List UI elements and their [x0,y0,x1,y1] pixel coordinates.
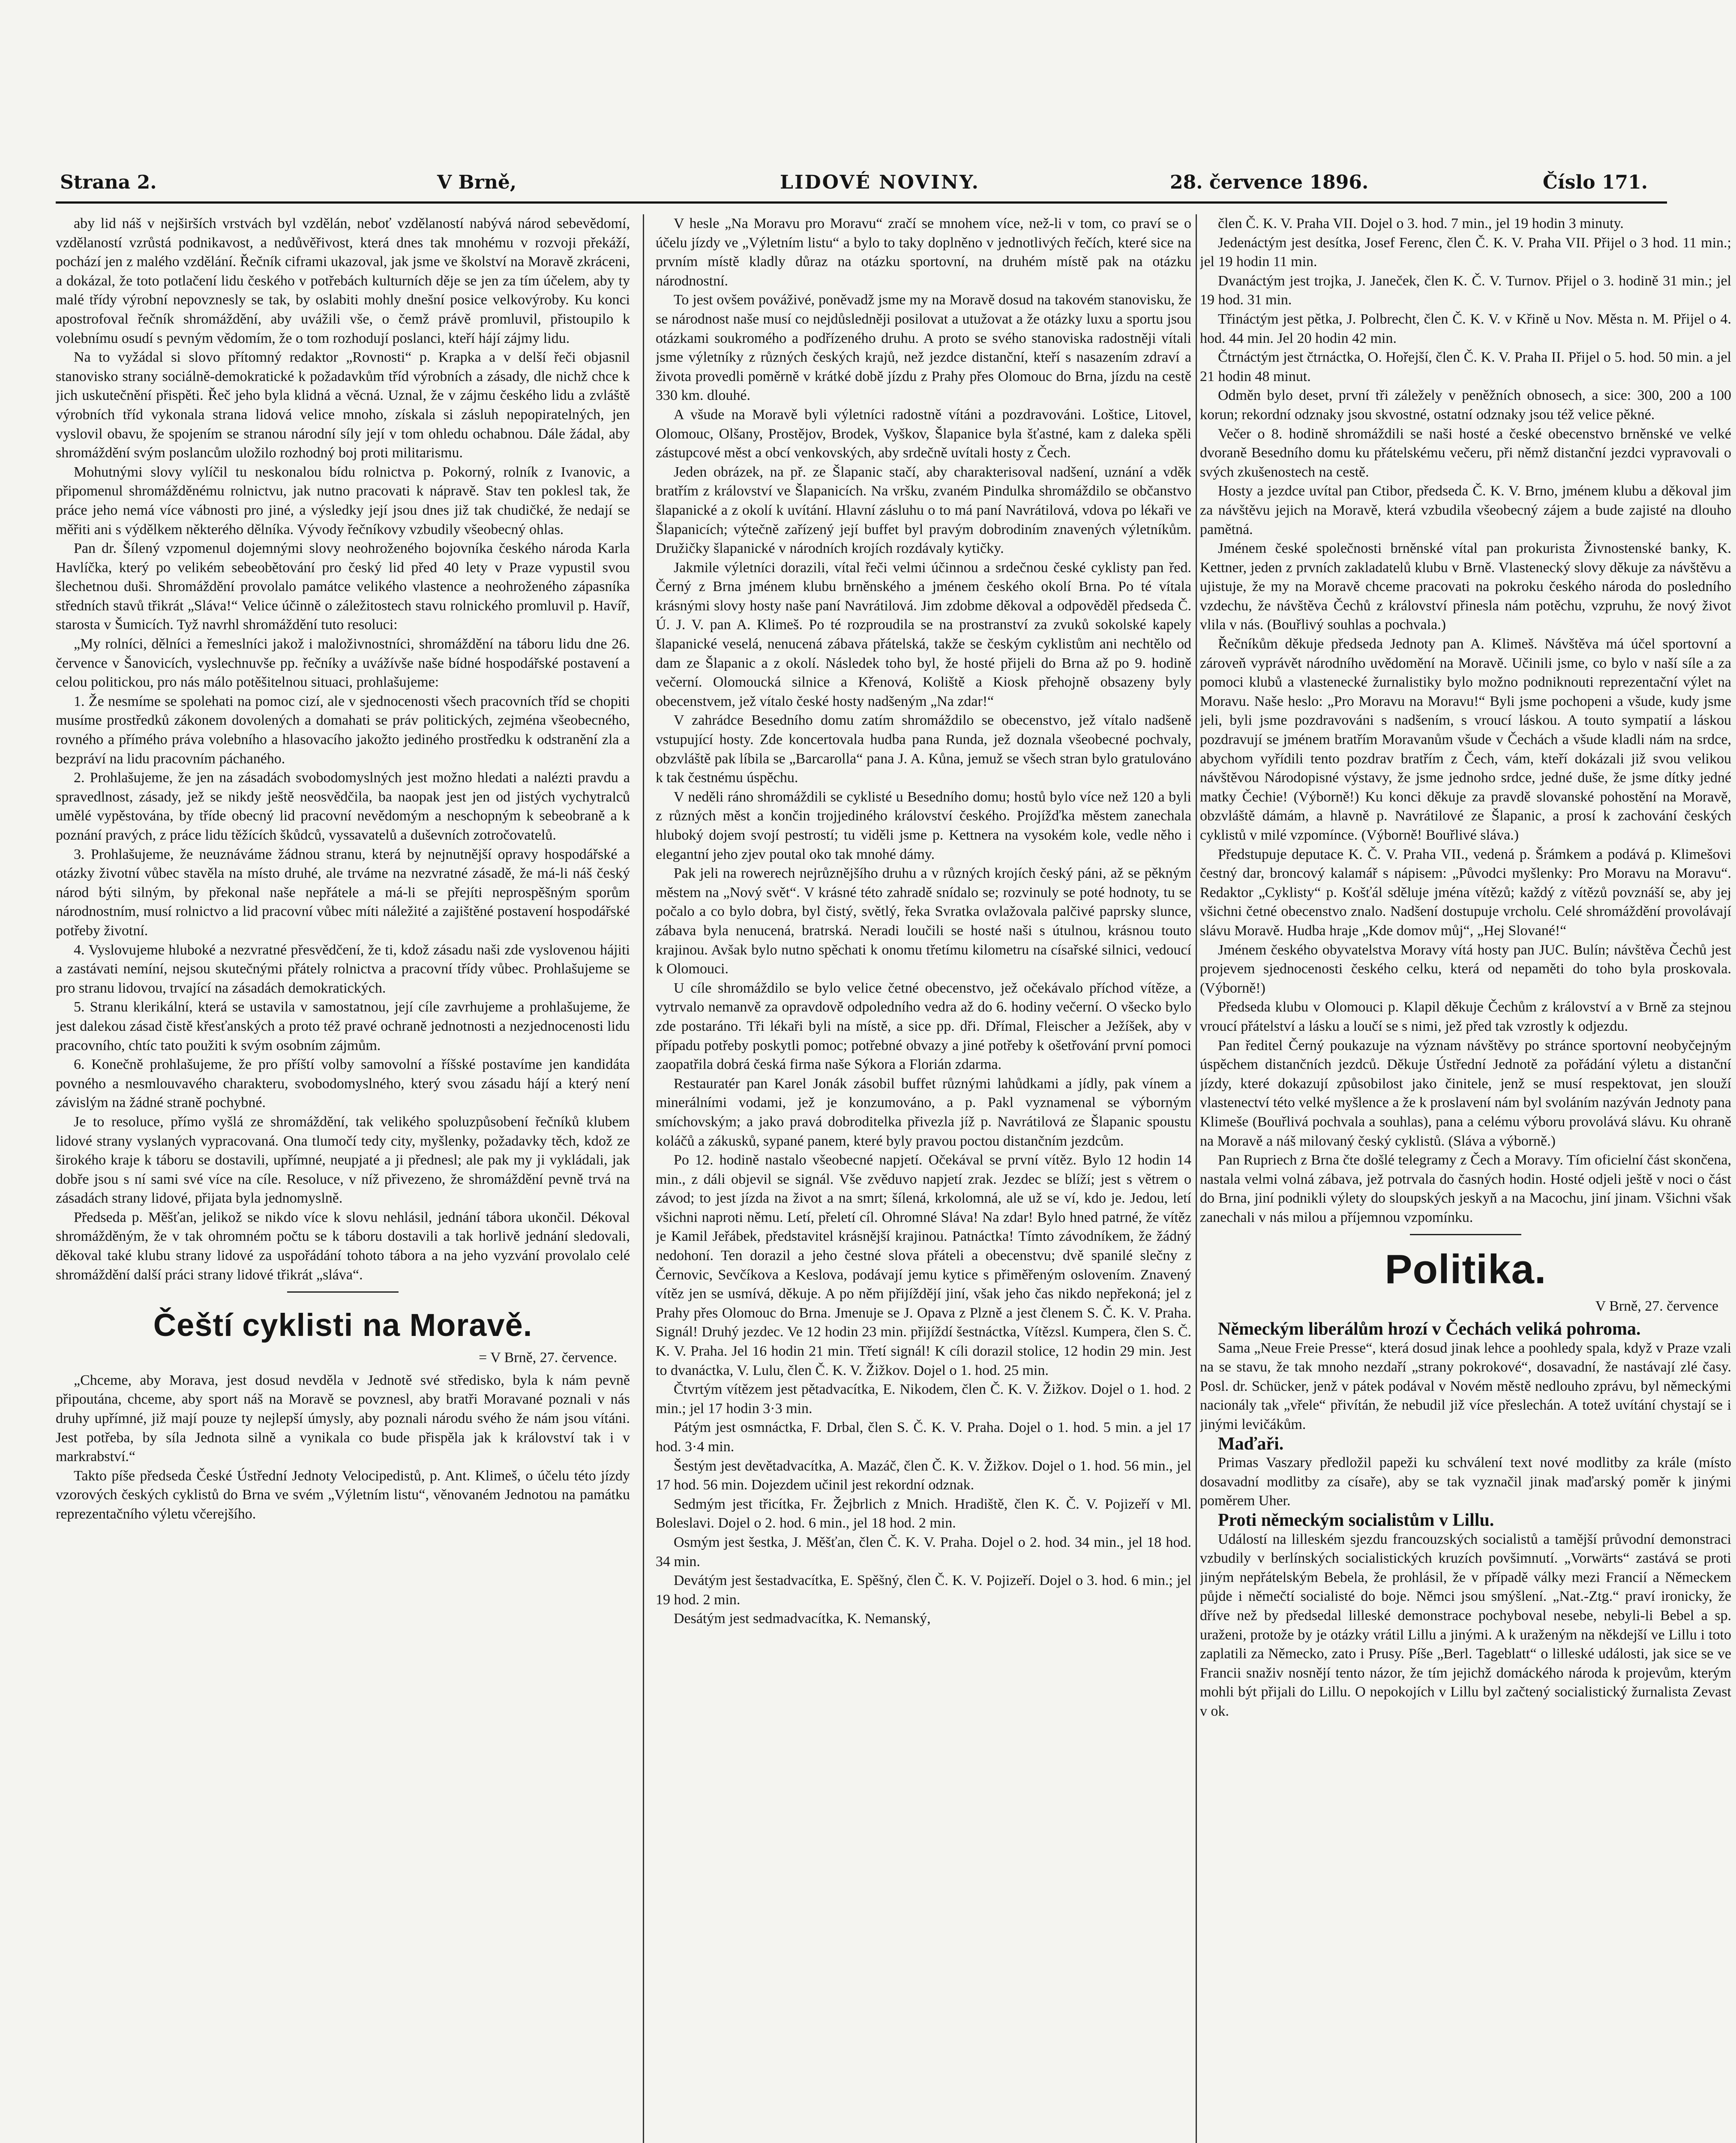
article-paragraph: Jménem české společnosti brněnské vítal pan prokurista Živnostenské banky, K. Kettner, jeden z prvních zakladatelů klubu v Brně. Vlastenecký slovy děkuje za návštěvu a ujistuje, že my na Moravě chceme pracovati na pokroku českého národa do posledního vzdechu, že návštěva Čechů z království přinesla nám potěchu, vzpruhu, že nový život vlila v nás. (Bouřlivý souhlas a pochvala.) [1200,540,1731,633]
article-paragraph: Jeden obrázek, na př. ze Šlapanic stačí, aby charakterisoval nadšení, uznání a vděk bratřím z království ve Šlapanicích. Na vršku, zvaném Pindulka shromáždilo se občanstvo šlapanické a z okolí k uvítání. Hlavní zásluhu o to má paní Navrátilová, vdova po lékaři ve Šlapanicích; výtečně zařízený její buffet byl pravým dobrodiním znavených výletníkům. Družičky šlapanické v národních krojích rozdávaly kytičky. [656,464,1191,557]
article-paragraph: Odměn bylo deset, první tři záležely v peněžních obnosech, a sice: 300, 200 a 100 korun; rekordní odznaky jsou skvostné, ostatní odznaky jsou též velice pěkné. [1200,387,1731,423]
article-paragraph: To jest ovšem pováživé, poněvadž jsme my na Moravě dosud na takovém stanovisku, že se národnost naše musí co nejdůsledněji posilovat a utužovat a že otázky luxu a sportu jsou otázkami soukromého a podřízeného druhu. A proto se svého stanoviska radostněji vítali jsme výletníky z různých českých krajů, než jezdce distanční, kteří s nasazením zdraví a života provedli poměrně v krátké době jízdu z Prahy přes Olomouc do Brna, jízdu na cestě 330 km. dlouhé. [656,292,1191,404]
result-entry: Čtvrtým vítězem jest pětadvacítka, E. Nikodem, člen Č. K. V. Žižkov. Dojel o 1. hod. 2 min.; jel 17 hodin 3·3 min. [656,1381,1191,1417]
page-number: Strana 2. [60,171,157,193]
politics-subheading: Německým liberálům hrozí v Čechách veliká pohroma. [1218,1319,1641,1339]
article-paragraph: Předseda klubu v Olomouci p. Klapil děkuje Čechům z království a v Brně za stejnou vroucí přátelství a lásku a loučí se s nimi, jež před tak vzrostly k odjezdu. [1200,999,1731,1034]
result-entry: Šestým jest devětadvacítka, A. Mazáč, člen Č. K. V. Žižkov. Dojel o 1. hod. 56 min., jel 17 hod. 56 min. Dojezdem učinil jest rekordní odznak. [656,1458,1191,1493]
article-paragraph: A všude na Moravě byli výletníci radostně vítáni a pozdravováni. Loštice, Litovel, Olomouc, Olšany, Prostějov, Brodek, Vyškov, Šlapanice byla šťastné, kam z daleka spěli zástupcové měst a obcí venkovských, aby srdečně uvítali hosty z Čech. [656,406,1191,461]
resolution-paragraph: „My rolníci, dělníci a řemeslníci jakož i maloživnostníci, shromáždění na táboru lidu dne 26. července v Šanovicích, vyslechnuvše pp. řečníky a uvážívše naše bídné hospodářské postavení a celou politickou, pro nás málo potěšitelnou situaci, prohlašujeme: [56,636,630,690]
resolution-point: 2. Prohlašujeme, že jen na zásadách svobodomyslných jest možno hledati a nalézti pravdu a spravedlnost, zásady, jež se nikdy ještě neosvědčila, ba naopak jest jen od jistých vychytralců umělé vypěstována, by tříde obecný lid pracovní nevědomým a neschopným k sebeobraně a k poznání pravých, z práce lidu těžících škůdců, vyssavatelů a duševních zotročovatelů. [56,770,630,843]
dateline-town: V Brně, [437,171,517,193]
column-3 [1200,214,1731,2143]
result-entry: Desátým jest sedmadvacítka, K. Nemanský, [674,1611,931,1627]
result-entry: Osmým jest šestka, J. Měšťan, člen Č. K. V. Praha. Dojel o 2. hod. 34 min., jel 18 hod. 34 min. [656,1534,1191,1570]
article-paragraph: aby lid náš v nejširších vrstvách byl vzdělán, neboť vzdělaností nabývá národ sebevědomí, vzdělaností vzrůstá podnikavost, a nedůvěřivost, která dnes tak mnohému v rozvoji překáží, pochází jen z malého vzdělání. Řečník ciframi ukazoval, jak jsme ve školství na Moravě zkráceni, a dokázal, že toto potlačení lidu českého v potřebách kulturních děje se jen za tím účelem, aby ty malé třídy výrobní nepovznesly se tak, by oslabiti mohly dnešní posice velkovýroby. Ku konci apostrofoval řečník shromáždění, aby uvážili vše, o čemž právě promluvil, přistoupilo k volebnímu osudí s pevným vědomím, že o tom rozhodují poslanci, kteří hájí zájmy lidu. [56,216,630,346]
article-paragraph: Řečníkům děkuje předseda Jednoty pan A. Klimeš. Návštěva má účel sportovní a zároveň vyprávět národního uvědomění na Moravě. Učinili jsme, co bylo v naší síle a za pomoci klubů a vlastenecké žurnalistiky bylo možno podniknouti reprezentační výlet na Moravu. Naše heslo: „Pro Moravu na Moravu!“ Byli jsme pochopeni a všude, kudy jsme jeli, byli jsme pozdravováni s nadšením, s vroucí láskou. A touto sympatií a láskou pozdravují se jménem bratřím Moravanům všude v Čechách a všude kladli nám na srdce, abychom vyřídili tento pozdrav bratřím z Čech, vám, kteří dokázali již svou velikou návštěvou Národopisné výstavy, že jsme jednoho srdce, jedné duše, že jsme dítky jedné matky Čechie! (Výborně!) Ku konci děkuje za pravdě slovanské pohostění na Moravě, obzvláště dámám, a hlavně p. Navrátilové ze Šlapanic, a prosí k zachování českých cyklistů v milé vzpomínce. (Výborně! Bouřlivé sláva.) [1200,636,1731,843]
article-paragraph: Na to vyžádal si slovo přítomný redaktor „Rovnosti“ p. Krapka a v delší řeči objasnil stanovisko strany sociálně-demokratické k požadavkům tříd výrobních a zásady, dle nichž chce k jich uskutečnění přispěti. Řeč jeho byla klidná a věcná. Uznal, že v zájmu českého lidu a zvláště výrobních tříd vykonala strana lidová velice mnoho, získala si zásluh nepopiratelných, jen vyslovil obavu, že spojením se stranou národní síly její v tom ohledu ochabnou. Dále žádal, aby shromáždění svým poslancům uložilo rozhodný boj proti militarismu. [56,349,630,461]
result-entry: Dvanáctým jest trojka, J. Janeček, člen K. Č. V. Turnov. Přijel o 3. hodině 31 min.; jel 19 hod. 31 min. [1200,273,1731,308]
newspaper-title: LIDOVÉ NOVINY. [780,171,980,193]
article-paragraph: Jménem českého obyvatelstva Moravy vítá hosty pan JUC. Bulín; návštěva Čechů jest projevem sjednocenosti českého celku, která od nepaměti do toho byla proskovala. (Výborně!) [1200,942,1731,996]
article-paragraph: Večer o 8. hodině shromáždili se naši hosté a české obecenstvo brněnské ve velké dvoraně Besedního domu ku přátelskému večeru, při němž distanční jezdci vypravovali o svých zkušenostech na cestě. [1200,426,1731,480]
article-paragraph: Mohutnými slovy vylíčil tu neskonalou bídu rolnictva p. Pokorný, rolník z Ivanovic, a připomenul shromážděnému rolnictvu, jak nutno pracovati k nápravě. Stav ten poklesl tak, že práce jeho nemá více vábnosti pro jiné, a výsledky její jsou dnes již tak chudičké, že nedají se měřiti ani s výdělkem některého dělníka. Vývody řečníkovy vzbudily všeobecný ohlas. [56,464,630,537]
column-divider [643,214,644,2143]
article-paragraph: Sama „Neue Freie Presse“, která dosud jinak lehce a poohledy spala, když v Praze vzali na se stavu, že tak mnoho nezdaří „strany pokrokové“, dosavadní, že nastávají zlé časy. Posl. dr. Schücker, jenž v pátek podával v Novém městě nedlouho zprávu, byl německými nacionály tak „vřele“ přivítán, že nebudil již více přeslechán. A totež uvítání chystají se i jinými levičákům. [1200,1340,1731,1433]
article-paragraph: „Chceme, aby Morava, jest dosud nevděla v Jednotě své středisko, byla k nám pevně připoutána, chceme, aby sport náš na Moravě se povznesl, aby bratři Moravané poznali v nás druhy upřímné, již mají pouze ty nejlepší úmysly, aby poznali národu svého že nám jsou vítáni. Jest potřeba, by síla Jednota silně a vynikala co bude přispěla jak k království tak i v markrabství.“ [56,1372,630,1465]
politics-heading: Politika. [1385,1246,1547,1293]
article-paragraph: Takto píše předseda České Ústřední Jednoty Velocipedistů, p. Ant. Klimeš, o účelu této jízdy vzorových českých cyklistů do Brna ve svém „Výletním listu“, věnovaném Jednotou na památku reprezentačního výletu včerejšího. [56,1468,630,1522]
article-paragraph: Událostí na lilleském sjezdu francouzských socialistů a tamější průvodní demonstraci vzbudily v berlínských socialistických kruzích povšimnutí. „Vorwärts“ zastává se proti jiným nepřátelským Bebela, že prohlásil, že v případě války mezi Francií a Německem půjde i němečtí socialisté do boje. Němci jsou smýšlení. „Nat.-Ztg.“ praví ironicky, že dříve než by předsedal lilleské demonstrace pochyboval nesebe, nebyli-li Bebel a sp. uraženi, protože by je otázky vrátil Lillu a jinými. A k uraženým na někdejší ve Lillu i toto zaplatili za Německo, zato i Prusy. Píše „Berl. Tageblatt“ o lilleské události, jak sice se ve Francii snaživ nosnějí tento názor, že tím jejichž domáckého národa k projevům, kterým mohli být přijali do Lillu. O nepokojích v Lillu byl začtený socialistický žurnalista Zevast v ok. [1200,1531,1731,1719]
column-divider [1196,214,1197,2143]
result-entry: člen Č. K. V. Praha VII. Dojel o 3. hod. 7 min., jel 19 hodin 3 minuty. [1218,216,1624,231]
column-1 [56,214,630,2143]
section-rule [287,1291,399,1293]
result-entry: Devátým jest šestadvacítka, E. Spěšný, člen Č. K. V. Pojizeří. Dojel o 3. hod. 6 min.; jel 19 hod. 2 min. [656,1573,1191,1608]
result-entry: Třináctým jest pětka, J. Polbrecht, člen Č. K. V. v Křině u Nov. Města n. M. Přijel o 4. hod. 44 min. Jel 20 hodin 42 min. [1200,311,1731,346]
resolution-point: 3. Prohlašujeme, že neuznáváme žádnou stranu, která by nejnutnější opravy hospodářské a otázky životní vůbec stavěla na místo druhé, ale trváme na nezvratné zásadě, že má-li náš český národ býti silným, by překonal naše nepřátele a má-li se přejíti neprospěšným sporům národnostním, musí rolnictvo a lid pracovní vůbec míti náležité a zajištěné postavení hospodářské potřeby životní. [56,846,630,939]
article-paragraph: V hesle „Na Moravu pro Moravu“ zračí se mnohem více, než-li v tom, co praví se o účelu jízdy ve „Výletním listu“ a bylo to taky doplněno v jednotlivých řečích, které sice na prvním místě kladly důraz na otázku sportovní, na druhém místě pak na otázku národnostní. [656,216,1191,289]
issue-number: Číslo 171. [1543,171,1648,193]
resolution-point: 4. Vyslovujeme hluboké a nezvratné přesvědčení, že ti, kdož zásadu naši zde vyslovenou hájiti a zastávati nemíní, nejsou skutečnými přátely rolnictva a pracovní třídy vůbec. Prohlašujeme se pro stranu lidovou, trvající na zásadách demokratických. [56,942,630,996]
politics-subheading: Maďaři. [1218,1434,1284,1454]
section-rule [1410,1234,1521,1235]
result-entry: Sedmým jest třicítka, Fr. Žejbrlich z Mnich. Hradiště, člen K. Č. V. Pojizeří v Ml. Boleslavi. Dojel o 2. hod. 6 min., jel 18 hod. 2 min. [656,1496,1191,1531]
article-paragraph: Jakmile výletníci dorazili, vítal řeči velmi účinnou a srdečnou české cyklisty pan řed. Černý z Brna jménem klubu brněnského a jménem českého okolí Brna. Po té vítala krásnými slovy hosty naše paní Navrátilová. Jim zdobme děkoval a odpověděl předseda Č. Ú. J. V. pan A. Klimeš. Po té rozproudila se na prostranství za zvuků sokolské kapely šlapanické veselá, nenucená zábava přátelská, takže se českým cyklistům ani nechtělo od dam ze Šlapanic a z okolí. Následek toho byl, že hosté přijeli do Brna až po 9. hodině večerní. Olomoucká silnice a Křenová, Koliště a Kiosk přehojně obsazeny byly obecenstvem, jež vítalo české hosty nadšeným „Na zdar!“ [656,559,1191,709]
article-paragraph: Po 12. hodině nastalo všeobecné napjetí. Očekával se první vítěz. Bylo 12 hodin 14 min., z dáli objevil se signál. Vše zvěduvo napjetí zrak. Jezdec se blíží; jest s větrem o závod; to jest jízda na život a na smrt; šílená, krkolomná, ale už se ví, kdo je. Jedou, letí všichni naproti němu. Letí, přeletí cíl. Ohromné Sláva! Na zdar! Bylo hned patrné, že vítěz je Kamil Jeřábek, představitel krásnější krajinou. Patnáctka! Tímto závodníkem, že žádný nedohoní. Ten dorazil a jeho čestné slova přáteli a obecenstvu; dvě spanilé slečny z Černovic, Sevčíkova a Keslova, podávají jemu kytice s přiměřeným oslovením. Znavený vítěz jen se usmívá, děkuje. A po něm přijíždějí jiní, však jeho čas nikdo nepřekoná; jel z Prahy přes Olomouc do Brna. Jmenuje se J. Opava z Plzně a jest členem S. Č. K. V. Praha. Signál! Druhý jezdec. Ve 12 hodin 23 min. přijíždí šestnáctka, Vítězsl. Kumpera, člen S. Č. K. V. Praha. Jel 16 hodin 21 min. Třetí signál! K cíli dorazil stolice, 12 hodin 29 min. Jest to dvanáctka, V. Lulu, člen Č. K. V. Žižkov. Dojel o 1. hod. 25 min. [656,1152,1191,1378]
column-2 [656,214,1191,2143]
result-entry: Jedenáctým jest desítka, Josef Ferenc, člen Č. K. V. Praha VII. Přijel o 3 hod. 11 min.; jel 19 hodin 11 min. [1200,234,1731,270]
article-paragraph: Hosty a jezdce uvítal pan Ctibor, předseda Č. K. V. Brno, jménem klubu a děkoval jim za návštěvu jejich na Moravě, která vzbudila všeobecný zájem a bude zajisté na dlouho pamětná. [1200,483,1731,537]
politics-subheading: Proti německým socialistům v Lillu. [1218,1510,1494,1530]
article-paragraph: V neděli ráno shromáždili se cyklisté u Besedního domu; hostů bylo více než 120 a byli z různých měst a končin trojjediného království českého. Projížďka městem zanechala hluboký dojem svojí pestrostí; tu viděli jsme p. Kettnera na vysokém kole, vedle něho i elegantní jeho zjev poutal oko tak mnohé dámy. [656,789,1191,862]
article-paragraph: V zahrádce Besedního domu zatím shromáždilo se obecenstvo, jež vítalo nadšeně vstupující hosty. Zde koncertovala hudba pana Runda, jež doznala všeobecné pochvaly, obzvláště pak líbila se „Barcarolla“ pana J. A. Kůna, jemuž se všech stran bylo gratulováno k tak čestnému úspěchu. [656,712,1191,786]
politics-dateline: V Brně, 27. července [1595,1298,1718,1315]
article-paragraph: Restauratér pan Karel Jonák zásobil buffet různými lahůdkami a jídly, pak vínem a minerálními vodami, jež je konzumováno, a p. Pakl vyznamenal se výborným smíchovským; a jako pravá dobroditelka přivezla jíž p. Navrátilová ze Šlapanic spoustu koláčů a zákusků, sypané panem, které byly pravou poctou distančním jezdcům. [656,1075,1191,1149]
article-paragraph: Pan dr. Šílený vzpomenul dojemnými slovy neohroženého bojovníka českého národa Karla Havlíčka, který po velikém sebeobětování pro český lid před 40 lety v Praze vypustil svou šlechetnou duši. Shromáždění provolalo památce velikého vlastence a neohroženého zápasníka středních stavů třikrát „Sláva!“ Velice účinně o záležitostech stavu rolnického promluvil p. Havíř, starosta v Šumicích. Tyž navrhl shromáždění tuto resoluci: [56,540,630,633]
masthead-line [56,171,1667,204]
resolution-point: 6. Konečně prohlašujeme, že pro příští volby samovolní a říšské postavíme jen kandidáta povného a nesmlouvavého charakteru, svobodomyslného, který svou zásadu hájí a který není závislým na žádné straně pochybné. [56,1056,630,1111]
article-paragraph: Primas Vaszary předložil papeži ku schválení text nové modlitby za krále (místo dosavadní modlitby za císaře), aby se tak vyznačil jinak maďarský poměr k jinými poměrem Uher. [1200,1455,1731,1509]
result-entry: Pátým jest osmnáctka, F. Drbal, člen S. Č. K. V. Praha. Dojel o 1. hod. 5 min. a jel 17 hod. 3·4 min. [656,1420,1191,1455]
cyclists-dateline: = V Brně, 27. července. [479,1350,617,1366]
article-paragraph: Pan Rupriech z Brna čte došlé telegramy z Čech a Moravy. Tím oficielní část skončena, nastala velmi volná zábava, jež potrvala do časných hodin. Hosté odjeli ještě v noci o část do Brna, jiní podnikli výlety do sloupských jeskyň a na Macochu, jiní jinam. Všichni však zanechali v nás milou a příjemnou vzpomínku. [1200,1152,1731,1225]
cyclists-heading: Čeští cyklisti na Moravě. [153,1307,533,1343]
resolution-point: 5. Stranu klerikální, která se ustavila v samostatnou, její cíle zavrhujeme a prohlašujeme, že jest dalekou zásad čistě křesťanských a proto též pravé ochraně jednotnosti a nezjednocenosti lidu pracovního, chtíc tato použiti k svým osobním zájmům. [56,999,630,1053]
article-paragraph: U cíle shromáždilo se bylo velice četné obecenstvo, jež očekávalo příchod vítěze, a vytrvalo nemanvě za opravdově odpoledního vedra až do 6. hodiny večerní. O všecko bylo zde postaráno. Tři lékaři byli na místě, a sice pp. dři. Dřímal, Fleischer a Ježíšek, aby v případu potřeby poskytli pomoc; potřebné obvazy a jiné potřeby k ošetřování první pomoci zaopatřila dobrá česká firma naše Sýkora a Florián zdarma. [656,980,1191,1073]
result-entry: Čtrnáctým jest čtrnáctka, O. Hořejší, člen Č. K. V. Praha II. Přijel o 5. hod. 50 min. a jel 21 hodin 48 minut. [1200,349,1731,384]
article-paragraph: Je to resoluce, přímo vyšlá ze shromáždění, tak velikého spoluzpůsobení řečníků klubem lidové strany vyslaných vypracovaná. Ona tlumočí tedy city, myšlenky, požadavky těch, kdož ze širokého kraje k táboru se dostavili, upřímné, neupjaté a ji přednesl; ale pak my ji vykládali, jak dobře jsou s ní sami své více na cíle. Resoluce, v níž přivezeno, že shromáždění pevně trvá na zásadách strany lidové, přijata byla jednomyslně. [56,1114,630,1207]
article-paragraph: Pan ředitel Černý poukazuje na význam návštěvy po stránce sportovní neobyčejným úspěchem distančních jezdců. Děkuje Ústřední Jednotě za pořádání výletu a distanční jízdy, které dokazují způsobilost jako činitele, jenž se musí respektovat, jen slouží vlastenectví této velké myšlence a že k proslavení nám byl svoláním nazýván Jednoty pana Klimeše (Bouřlivá pochvala a souhlas), pana a celému výboru provolává slávu. Ku ohraně na Moravě a náš milovaný český cyklistů. (Sláva a výborně.) [1200,1037,1731,1149]
article-paragraph: Předstupuje deputace K. Č. V. Praha VII., vedená p. Šrámkem a podává p. Klimešovi čestný dar, broncový kalamář s nápisem: „Původci myšlenky: Pro Moravu na Moravu“. Redaktor „Cyklisty“ p. Košťál sděluje jména vítězů; každý z vítězů povznáší se, aby jej všichni četné obecenstvo znalo. Nadšení dostupuje vrcholu. Celé shromáždění provolávají slávu Moravě. Hudba hraje „Kde domov můj“, „Hej Slované!“ [1200,846,1731,939]
article-paragraph: Pak jeli na rowerech nejrůznějšího druhu a v různých krojích český páni, až se pěkným městem na „Nový svět“. V krásné této zahradě snídalo se; rozvinuly se poté hodnoty, tu se počalo a co bylo dobra, byl čistý, světlý, řeka Svratka ovlažovala palčivé paprsky slunce, zábava byla nenucená, bratrská. Neradi loučili se hosté naši s útulnou, krásnou touto krajinou. Avšak bylo nutno spěchati k onomu třetímu kilometru na císařské silnici, vedoucí k Olomouci. [656,865,1191,977]
issue-date: 28. července 1896. [1170,171,1369,193]
resolution-point: 1. Že nesmíme se spolehati na pomoc cizí, ale v sjednocenosti všech pracovních tříd se chopiti musíme prostředků zákonem dovolených a domahati se práv politických, zejména všeobecného, rovného a přímého práva volebního a hlasovacího jakožto jediného prostředku k odstranění zla a bezpráví na lidu pracovním páchaného. [56,693,630,767]
article-paragraph: Předseda p. Měšťan, jelikož se nikdo více k slovu nehlásil, jednání tábora ukončil. Dékoval shromážděným, že v tak ohromném počtu se k táboru dostavili a tak horlivě jednání sledovali, děkoval také klubu strany lidové za uspořádání tohoto tábora a na jeho vyzvání provolalo celé shromáždění další práci strany lidové třikrát „sláva“. [56,1209,630,1283]
